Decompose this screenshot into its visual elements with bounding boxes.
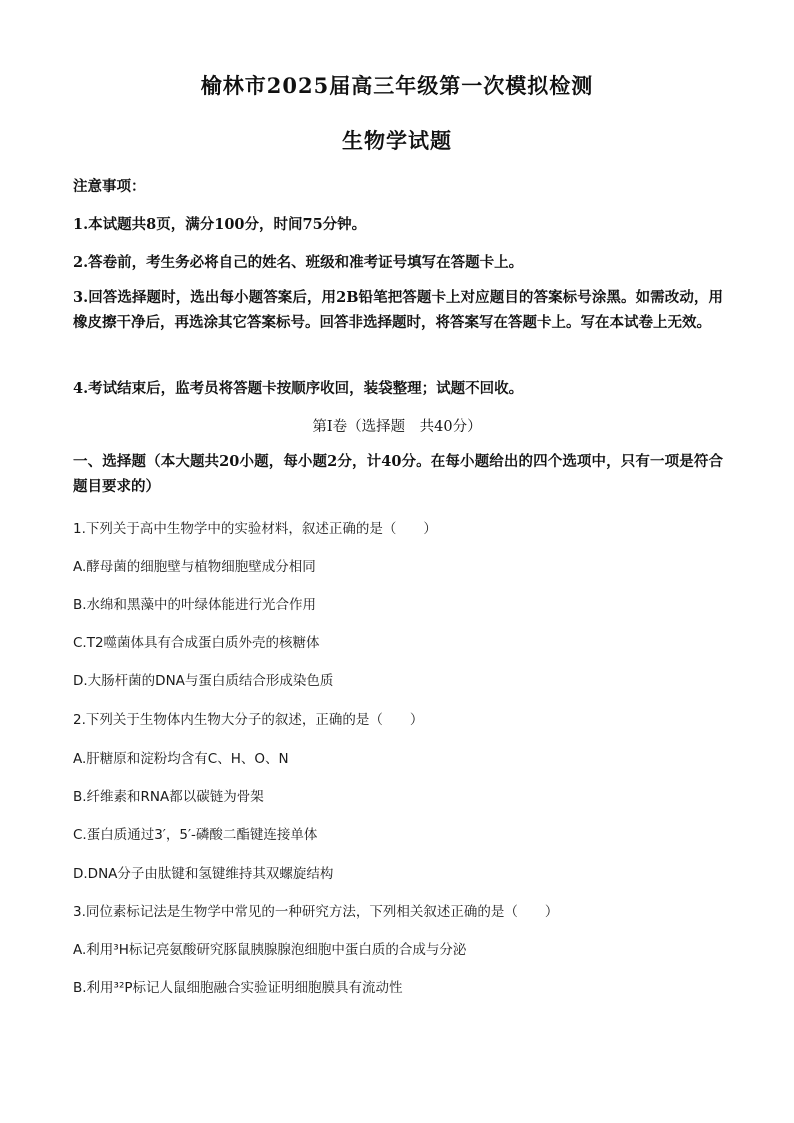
question-2-option-c: C.蛋白质通过3′，5′-磷酸二酯键连接单体: [73, 827, 318, 843]
notice-item-4: 4.考试结束后，监考员将答题卡按顺序收回，装袋整理；试题不回收。: [73, 380, 524, 397]
question-1-stem: 1.下列关于高中生物学中的实验材料，叙述正确的是（ ）: [73, 521, 437, 537]
question-2-stem: 2.下列关于生物体内生物大分子的叙述，正确的是（ ）: [73, 712, 424, 728]
question-2-option-b: B.纤维素和RNA都以碳链为骨架: [73, 789, 264, 805]
question-3-option-a: A.利用³H标记亮氨酸研究豚鼠胰腺腺泡细胞中蛋白质的合成与分泌: [73, 942, 467, 958]
question-1-option-c: C.T2噬菌体具有合成蛋白质外壳的核糖体: [73, 635, 320, 651]
question-2-option-a: A.肝糖原和淀粉均含有C、H、O、N: [73, 751, 289, 767]
question-1-option-d: D.大肠杆菌的DNA与蛋白质结合形成染色质: [73, 673, 334, 689]
exam-title: 榆林市2025届高三年级第一次模拟检测: [200, 73, 594, 98]
question-1-option-a: A.酵母菌的细胞壁与植物细胞壁成分相同: [73, 559, 316, 575]
question-1-option-b: B.水绵和黑藻中的叶绿体能进行光合作用: [73, 597, 317, 613]
section-label: 第Ⅰ卷（选择题 共40分）: [312, 419, 482, 435]
question-3-stem: 3.同位素标记法是生物学中常见的一种研究方法，下列相关叙述正确的是（ ）: [73, 904, 559, 920]
notice-heading: 注意事项：: [73, 178, 146, 195]
notice-item-3: 3.回答选择题时，选出每小题答案后，用2B铅笔把答题卡上对应题目的答案标号涂黑。如需改动，用橡皮擦干净后，再选涂其它答案标号。回答非选择题时，将答案写在答题卡上。写在本试卷上无效。: [73, 289, 723, 331]
exam-subtitle: 生物学试题: [342, 128, 452, 153]
notice-item-1: 1.本试题共8页，满分100分，时间75分钟。: [73, 216, 367, 233]
question-3-option-b: B.利用³²P标记人鼠细胞融合实验证明细胞膜具有流动性: [73, 980, 403, 996]
question-2-option-d: D.DNA分子由肽键和氢键维持其双螺旋结构: [73, 866, 334, 882]
section-instruction: 一、选择题（本大题共20小题，每小题2分，计40分。在每小题给出的四个选项中，只有一项是符合题目要求的）: [73, 453, 723, 495]
notice-item-2: 2.答卷前，考生务必将自己的姓名、班级和准考证号填写在答题卡上。: [73, 254, 524, 271]
